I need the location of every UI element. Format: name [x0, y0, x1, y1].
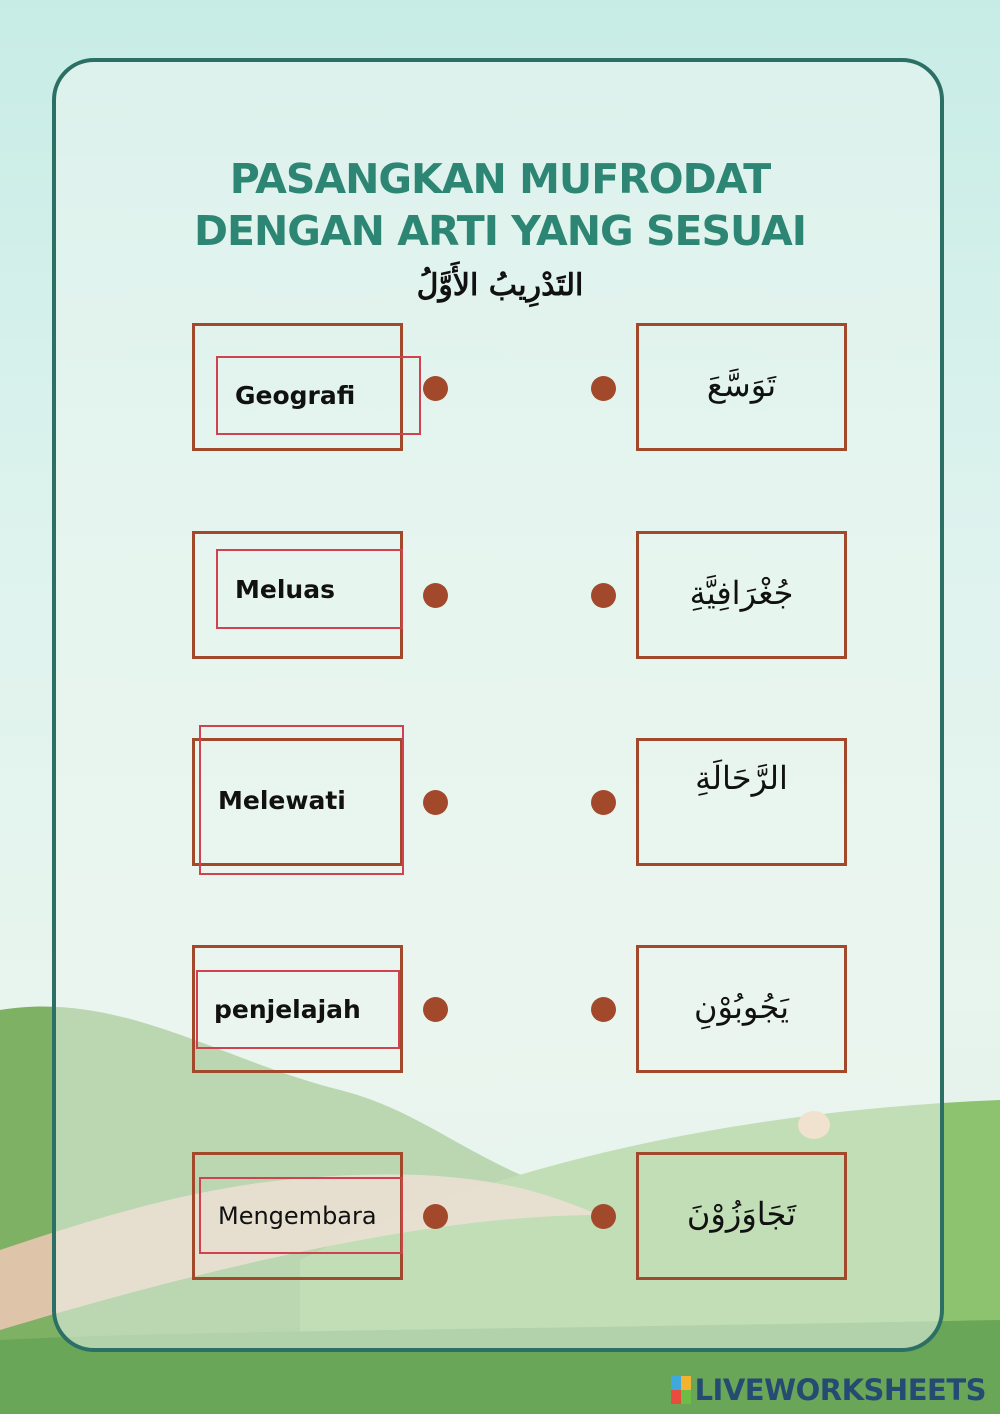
- match-dot-right-2[interactable]: [591, 583, 616, 608]
- right-box-1: [636, 323, 847, 451]
- match-dot-right-1[interactable]: [591, 376, 616, 401]
- match-dot-left-4[interactable]: [423, 997, 448, 1022]
- right-box-2: [636, 531, 847, 659]
- exercise-subtitle: التَدْرِيبُ الأَوَّلُ: [416, 268, 584, 303]
- answer-input-1[interactable]: Geografi: [216, 356, 421, 435]
- arabic-word-3: الرَّحَالَةِ: [695, 759, 788, 797]
- arabic-word-5: تَجَاوَزُوْنَ: [686, 1195, 797, 1233]
- liveworksheets-logo-icon: [671, 1376, 691, 1404]
- answer-input-4[interactable]: penjelajah: [196, 970, 400, 1049]
- right-box-4: [636, 945, 847, 1073]
- answer-input-3[interactable]: Melewati: [199, 725, 404, 875]
- page-title-line1: PASANGKAN MUFRODAT: [229, 155, 771, 203]
- match-dot-left-1[interactable]: [423, 376, 448, 401]
- answer-input-5[interactable]: Mengembara: [199, 1177, 403, 1254]
- right-box-3: [636, 738, 847, 866]
- arabic-word-1: تَوَسَّعَ: [706, 366, 777, 404]
- match-dot-left-5[interactable]: [423, 1204, 448, 1229]
- right-box-5: [636, 1152, 847, 1280]
- arabic-word-4: يَجُوبُوْنِ: [693, 988, 790, 1026]
- logo-text: LIVEWORKSHEETS: [694, 1373, 986, 1407]
- match-dot-right-4[interactable]: [591, 997, 616, 1022]
- arabic-word-2: جُغْرَافِيَّةِ: [689, 574, 794, 612]
- liveworksheets-logo[interactable]: [671, 1372, 986, 1408]
- match-dot-right-3[interactable]: [591, 790, 616, 815]
- match-dot-left-2[interactable]: [423, 583, 448, 608]
- match-dot-left-3[interactable]: [423, 790, 448, 815]
- page-title-line2: DENGAN ARTI YANG SESUAI: [193, 207, 807, 255]
- match-dot-right-5[interactable]: [591, 1204, 616, 1229]
- answer-input-2[interactable]: Meluas: [216, 549, 403, 629]
